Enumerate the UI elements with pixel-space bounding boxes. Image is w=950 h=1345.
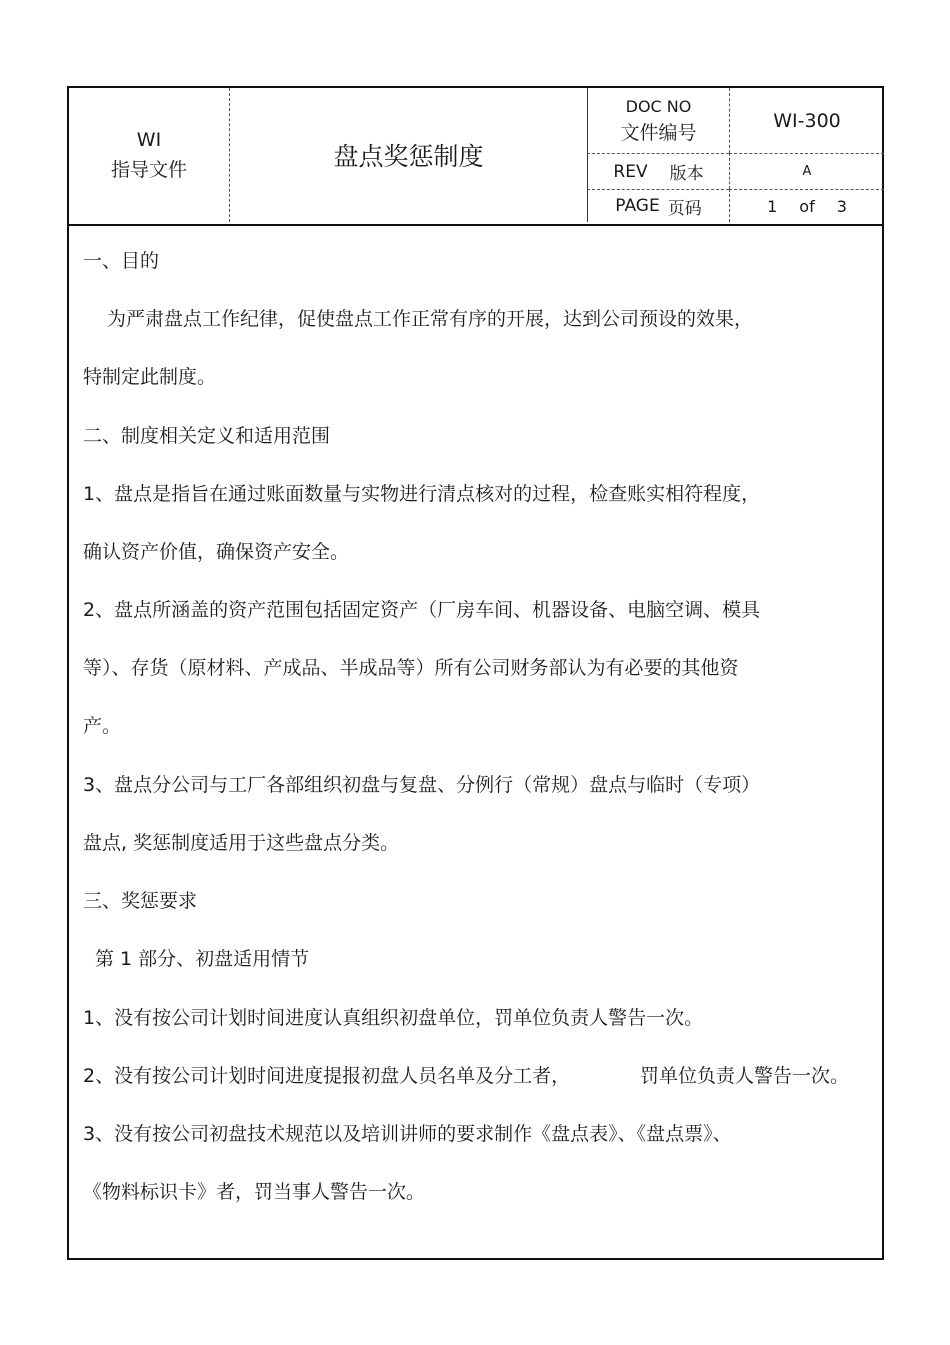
page-current: 1 (767, 196, 778, 216)
page-number (729, 189, 884, 222)
paragraph-line: 产。 (83, 715, 122, 737)
section-heading-scope: 二、制度相关定义和适用范围 (83, 425, 331, 447)
docno-label-zh: 文件编号 (620, 121, 697, 144)
document-title: 盘点奖惩制度 (229, 88, 587, 222)
paragraph-line: 《物料标识卡》者，罚当事人警告一次。 (83, 1181, 426, 1203)
section-heading-rules: 三、奖惩要求 (83, 890, 198, 912)
wi-name: 指导文件 (110, 159, 187, 181)
document-header (69, 88, 882, 226)
page-total: 3 (836, 196, 847, 216)
page-of: of (799, 196, 815, 216)
page-label-en: PAGE (615, 196, 660, 216)
paragraph-line: 1、没有按公司计划时间进度认真组织初盘单位，罚单位负责人警告一次。 (83, 1007, 704, 1029)
paragraph-line: 3、盘点分公司与工厂各部组织初盘与复盘、分例行（常规）盘点与临时（专项） (83, 774, 761, 796)
docno-label (587, 88, 729, 153)
paragraph-line: 确认资产价值，确保资产安全。 (83, 541, 350, 563)
wi-code: WI (136, 129, 162, 151)
paragraph-line: 1、盘点是指旨在通过账面数量与实物进行清点核对的过程，检查账实相符程度， (83, 483, 761, 505)
rev-label (587, 153, 729, 189)
page-label (587, 189, 729, 222)
paragraph-line: 盘点, 奖惩制度适用于这些盘点分类。 (83, 832, 400, 854)
docno-label-en: DOC NO (625, 96, 692, 116)
paragraph-line: 2、没有按公司计划时间进度提报初盘人员名单及分工者， (83, 1065, 571, 1087)
paragraph-line: 2、盘点所涵盖的资产范围包括固定资产（厂房车间、机器设备、电脑空调、模具 (83, 599, 761, 621)
paragraph-line: 为严肃盘点工作纪律，促使盘点工作正常有序的开展，达到公司预设的效果， (107, 308, 754, 330)
wi-cell (69, 88, 229, 222)
section-heading-purpose: 一、目的 (83, 250, 160, 272)
paragraph-line: 等）、存货（原材料、产成品、半成品等）所有公司财务部认为有必要的其他资 (83, 657, 739, 679)
page-label-zh: 页码 (667, 198, 702, 219)
document-frame (67, 86, 884, 1260)
rev-label-zh: 版本 (669, 164, 704, 184)
rev-value: A (729, 153, 884, 189)
paragraph-line: 3、没有按公司初盘技术规范以及培训讲师的要求制作《盘点表》、《盘点票》、 (83, 1123, 732, 1145)
subsection-heading: 第 1 部分、初盘适用情节 (95, 948, 310, 970)
paragraph-line-penalty: 罚单位负责人警告一次。 (640, 1065, 850, 1087)
rev-label-en: REV (613, 161, 648, 182)
paragraph-line: 特制定此制度。 (83, 366, 217, 388)
docno-value: WI-300 (729, 88, 884, 153)
